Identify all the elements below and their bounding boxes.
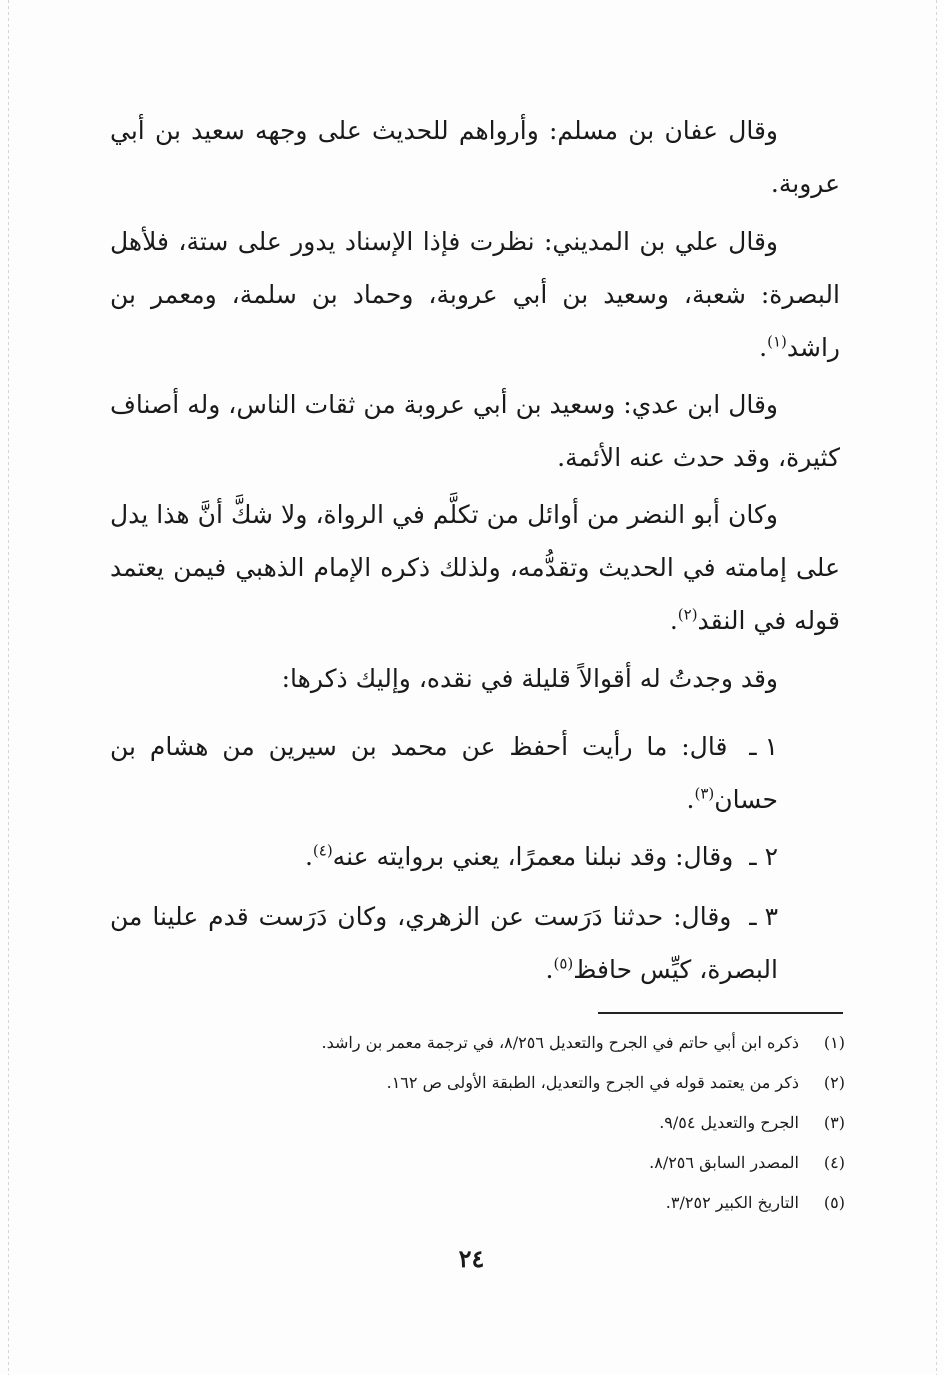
paragraph-affan [110,104,840,210]
list-item-end: . [686,785,695,814]
paragraph-end: . [669,606,678,635]
footnote-1 [140,1022,845,1062]
footnote-text: ذكر من يعتمد قوله في الجرح والتعديل، الطبقة الأولى ص ١٦٢. [386,1072,799,1092]
list-item-3 [110,890,840,996]
footnotes [140,1022,845,1222]
page-number: ٢٤ [458,1244,485,1273]
footnote-ref: (٢) [677,605,698,624]
paragraph-end: . [759,333,768,362]
footnote-number: (١) [823,1032,845,1052]
paragraph-text: وقال ابن عدي: وسعيد بن أبي عروبة من ثقات الناس، وله أصناف كثيرة، وقد حدث عنه الأئمة. [110,390,840,472]
footnote-number: (٥) [823,1192,845,1212]
list-item-text: وقال: حدثنا دَرَست عن الزهري، وكان دَرَست قدم علينا من البصرة، كيِّس حافظ [110,902,778,984]
paragraph-ali-ibn-almadini [110,215,840,374]
footnote-ref: (١) [767,332,787,351]
scan-edge-left [8,0,9,1375]
footnote-ref: (٤) [312,841,333,860]
paragraph-text: وكان أبو النضر من أوائل من تكلَّم في الرواة، ولا شكَّ أنَّ هذا يدل على إمامته في الحديث وتقدُّمه، ولذلك ذكره الإمام الذهبي فيمن يعتمد قوله في النقد [110,500,840,635]
scan-edge-right [936,0,937,1375]
list-item-text: وقال: وقد نبلنا معمرًا، يعني بروايته عنه [332,842,734,871]
paragraph-text: وقال عفان بن مسلم: وأرواهم للحديث على وجهه سعيد بن أبي عروبة. [110,116,840,198]
footnote-number: (٤) [823,1152,845,1172]
footnote-text: الجرح والتعديل ٩/٥٤. [659,1112,799,1132]
footnote-text: التاريخ الكبير ٣/٢٥٢. [665,1192,799,1212]
footnote-3 [140,1102,845,1142]
list-item-end: . [304,842,313,871]
paragraph-abu-alnadr [110,488,840,647]
paragraph-text: وقد وجدتُ له أقوالاً قليلة في نقده، وإليك ذكرها: [281,664,778,693]
footnote-ref: (٥) [553,954,574,973]
list-item-number: ٢ ـ [749,842,778,871]
footnote-5 [140,1182,845,1222]
footnote-4 [140,1142,845,1182]
footnote-ref: (٣) [694,784,715,803]
list-item-number: ٣ ـ [749,902,778,931]
paragraph-ibn-adi [110,378,840,484]
paragraph-intro-list [110,652,840,705]
list-item-number: ١ ـ [749,732,778,761]
footnote-2 [140,1062,845,1102]
footnote-text: المصدر السابق ٨/٢٥٦. [649,1152,799,1172]
list-item-2 [110,830,840,883]
list-item-end: . [545,955,554,984]
list-item-text: قال: ما رأيت أحفظ عن محمد بن سيرين من هشام بن حسان [110,732,778,814]
paragraph-text: وقال علي بن المديني: نظرت فإذا الإسناد يدور على ستة، فلأهل البصرة: شعبة، وسعيد بن أبي عروبة، وحماد بن سلمة، ومعمر بن راشد [110,227,840,362]
footnote-text: ذكره ابن أبي حاتم في الجرح والتعديل ٨/٢٥٦، في ترجمة معمر بن راشد. [321,1032,799,1052]
list-item-1 [110,720,840,826]
footnote-number: (٢) [823,1072,845,1092]
footnote-divider [598,1012,843,1014]
footnote-number: (٣) [823,1112,845,1132]
